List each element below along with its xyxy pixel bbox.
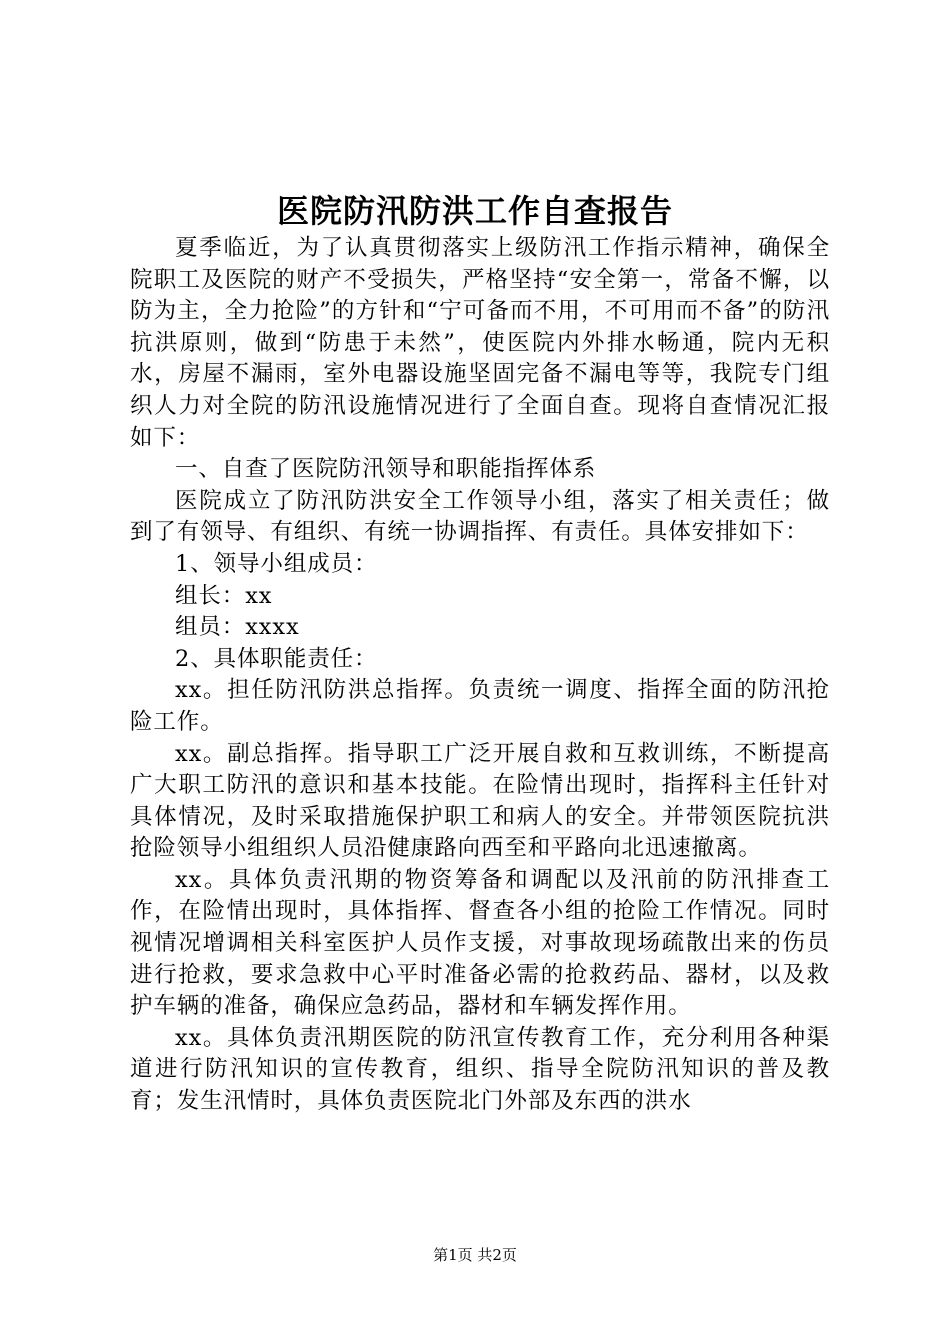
list-item: 组长：xx — [175, 582, 273, 609]
list-heading: 2、具体职能责任： — [175, 645, 378, 672]
duty-paragraph: xx。具体负责汛期医院的防汛宣传教育工作，充分利用各种渠道进行防汛知识的宣传教育，组织、指导全院防汛知识的普及教育；发生汛情时，具体负责医院北门外部及东西的洪水 — [130, 1024, 830, 1115]
intro-paragraph: 夏季临近，为了认真贯彻落实上级防汛工作指示精神，确保全院职工及医院的财产不受损失，严格坚持“安全第一，常备不懈，以防为主，全力抢险”的方针和“宁可备而不用，不可用而不备”的防汛抗洪原则，做到“防患于未然”，使医院内外排水畅通，院内无积水，房屋不漏雨，室外电器设施坚固完备不漏电等等，我院专门组织人力对全院的防汛设施情况进行了全面自查。现将自查情况汇报如下： — [130, 235, 830, 451]
body-paragraph: 医院成立了防汛防洪安全工作领导小组，落实了相关责任；做到了有领导、有组织、有统一协调指挥、有责任。具体安排如下： — [130, 487, 830, 546]
duty-paragraph: xx。具体负责汛期的物资筹备和调配以及汛前的防汛排查工作，在险情出现时，具体指挥、督查各小组的抢险工作情况。同时视情况增调相关科室医护人员作支援，对事故现场疏散出来的伤员进行抢救，要求急救中心平时准备必需的抢救药品、器材，以及救护车辆的准备，确保应急药品，器材和车辆发挥作用。 — [130, 866, 830, 1020]
page-number-footer: 第1页 共2页 — [433, 1246, 517, 1264]
section-heading: 一、自查了医院防汛领导和职能指挥体系 — [175, 456, 597, 483]
document-title: 医院防汛防洪工作自查报告 — [276, 192, 673, 230]
duty-paragraph: xx。副总指挥。指导职工广泛开展自救和互救训练，不断提高广大职工防汛的意识和基本技能。在险情出现时，指挥科主任针对具体情况，及时采取措施保护职工和病人的安全。并带领医院抗洪抢险领导小组组织人员沿健康路向西至和平路向北迅速撤离。 — [130, 740, 830, 862]
list-item: 组员：xxxx — [175, 614, 300, 641]
duty-paragraph: xx。担任防汛防洪总指挥。负责统一调度、指挥全面的防汛抢险工作。 — [130, 677, 830, 735]
list-heading: 1、领导小组成员： — [175, 550, 378, 577]
document-body — [130, 233, 830, 1118]
